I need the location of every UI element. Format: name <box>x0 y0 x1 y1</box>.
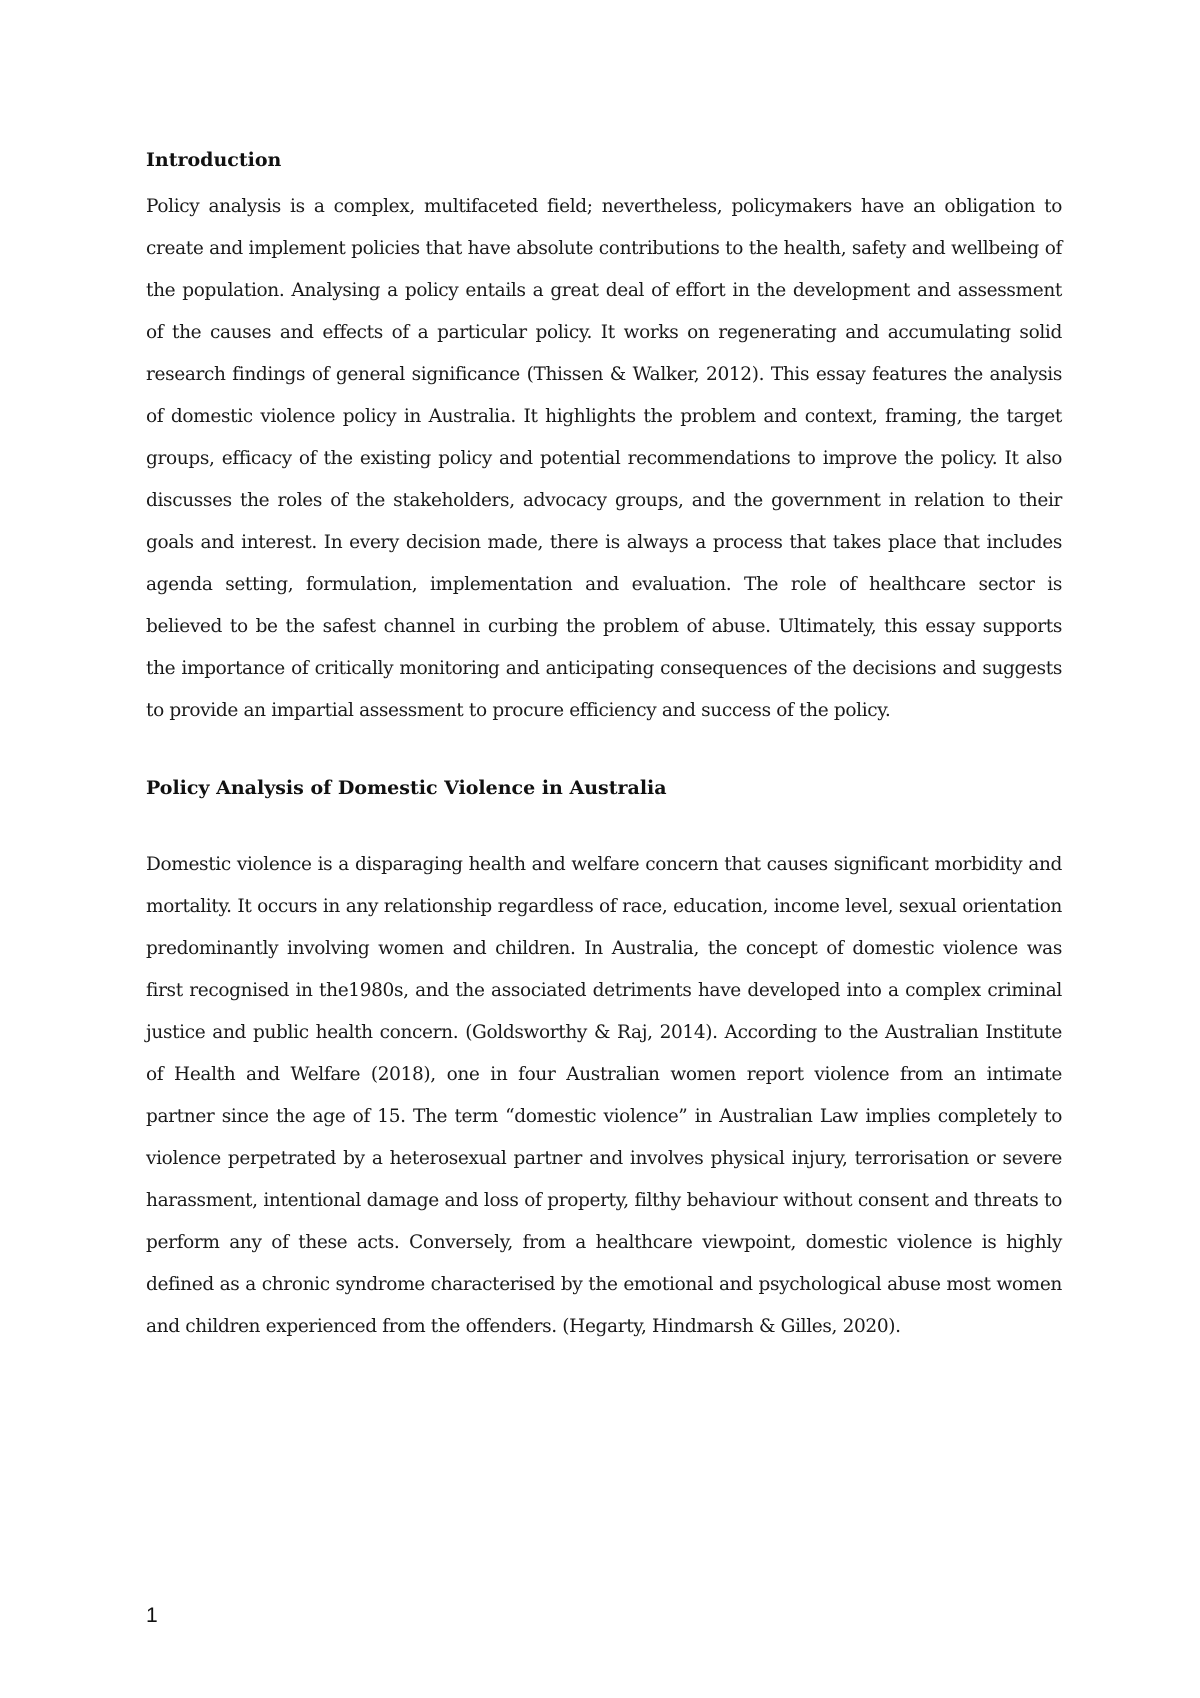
paragraph-policy-analysis: Domestic violence is a disparaging health and welfare concern that causes significant morbidity and mortality. It occurs in any relationship regardless of race, education, income level, sexual orientation predominantly involving women and children. In Australia, the concept of domestic violence was first recognised in the1980s, and the associated detriments have developed into a complex criminal justice and public health concern. (Goldsworthy & Raj, 2014). According to the Australian Institute of Health and Welfare (2018), one in four Australian women report violence from an intimate partner since the age of 15. The term “domestic violence” in Australian Law implies completely to violence perpetrated by a heterosexual partner and involves physical injury, terrorisation or severe harassment, intentional damage and loss of property, filthy behaviour without consent and threats to perform any of these acts. Conversely, from a healthcare viewpoint, domestic violence is highly defined as a chronic syndrome characterised by the emotional and psychological abuse most women and children experienced from the offenders. (Hegarty, Hindmarsh & Gilles, 2020). <box>146 854 1062 1337</box>
paragraph-introduction: Policy analysis is a complex, multifaceted field; nevertheless, policymakers have an obligation to create and implement policies that have absolute contributions to the health, safety and wellbeing of the population. Analysing a policy entails a great deal of effort in the development and assessment of the causes and effects of a particular policy. It works on regenerating and accumulating solid research findings of general significance (Thissen & Walker, 2012). This essay features the analysis of domestic violence policy in Australia. It highlights the problem and context, framing, the target groups, efficacy of the existing policy and potential recommendations to improve the policy. It also discusses the roles of the stakeholders, advocacy groups, and the government in relation to their goals and interest. In every decision made, there is always a process that takes place that includes agenda setting, formulation, implementation and evaluation. The role of healthcare sector is believed to be the safest channel in curbing the problem of abuse. Ultimately, this essay supports the importance of critically monitoring and anticipating consequences of the decisions and suggests to provide an impartial assessment to procure efficiency and success of the policy. <box>146 196 1062 721</box>
section-heading-introduction: Introduction <box>146 149 282 171</box>
page-content <box>146 144 1062 1348</box>
section-heading-policy-analysis: Policy Analysis of Domestic Violence in Australia <box>146 777 667 799</box>
page-number: 1 <box>146 1604 158 1627</box>
